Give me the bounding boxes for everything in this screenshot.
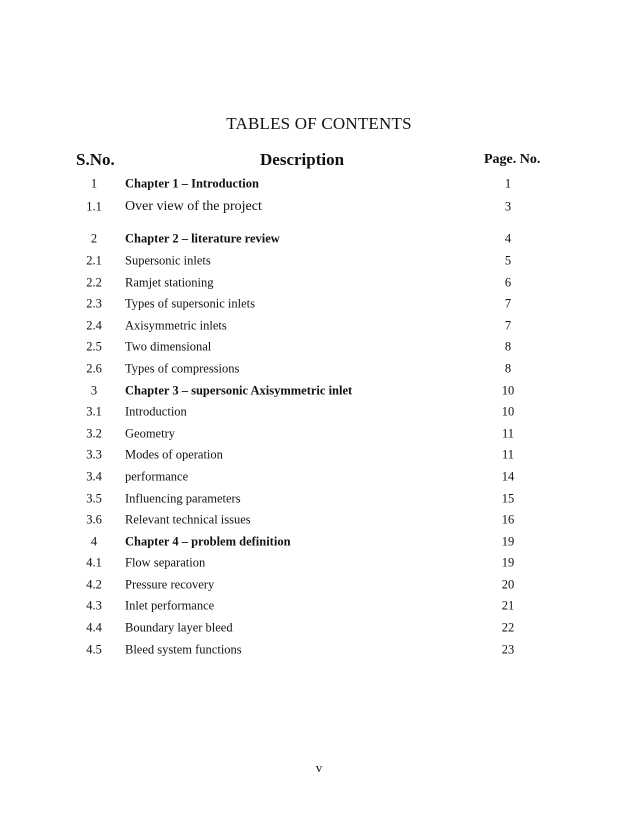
page-title: TABLES OF CONTENTS xyxy=(226,114,412,133)
toc-row xyxy=(0,229,638,251)
toc-row-number: 3 xyxy=(90,383,98,398)
toc-row-number: 1 xyxy=(90,176,98,191)
toc-row-page: 10 xyxy=(501,383,515,398)
toc-row xyxy=(0,250,638,272)
toc-row xyxy=(0,445,638,467)
toc-row xyxy=(0,380,638,402)
toc-row-description: Two dimensional xyxy=(125,339,212,354)
toc-row-description: Flow separation xyxy=(125,555,206,570)
toc-row-description: Boundary layer bleed xyxy=(125,620,233,635)
toc-row-page: 19 xyxy=(501,534,515,549)
toc-row-description: Axisymmetric inlets xyxy=(125,318,227,333)
toc-row-number: 3.3 xyxy=(86,447,102,462)
toc-row-page: 23 xyxy=(501,642,515,657)
toc-row xyxy=(0,466,638,488)
toc-row-description: Chapter 4 – problem definition xyxy=(125,534,291,549)
toc-row-page: 11 xyxy=(501,426,515,441)
toc-row-description: Chapter 2 – literature review xyxy=(125,231,280,246)
toc-row-page: 16 xyxy=(501,512,515,527)
toc-row-description: Chapter 1 – Introduction xyxy=(125,176,259,191)
toc-row-number: 2.5 xyxy=(86,339,102,354)
toc-row-page: 8 xyxy=(504,361,512,376)
page-number: v xyxy=(315,760,323,775)
toc-row-description: Relevant technical issues xyxy=(125,512,251,527)
toc-row-description: Geometry xyxy=(125,426,175,441)
toc-row-number: 4.4 xyxy=(86,620,102,635)
toc-row-page: 15 xyxy=(501,491,515,506)
toc-row-page: 8 xyxy=(504,339,512,354)
toc-row-number: 4.1 xyxy=(86,555,102,570)
toc-row xyxy=(0,337,638,359)
toc-row xyxy=(0,315,638,337)
column-header-description: Description xyxy=(260,150,345,169)
toc-row xyxy=(0,358,638,380)
toc-row-number: 2.3 xyxy=(86,296,102,311)
toc-row xyxy=(0,531,638,553)
toc-row-number: 3.1 xyxy=(86,404,102,419)
toc-row-page: 5 xyxy=(504,253,512,268)
toc-row-description: Modes of operation xyxy=(125,447,223,462)
toc-row xyxy=(0,596,638,618)
toc-row-number: 3.2 xyxy=(86,426,102,441)
toc-row-page: 14 xyxy=(501,469,515,484)
toc-row-number: 4.3 xyxy=(86,598,102,613)
toc-row-page: 19 xyxy=(501,555,515,570)
toc-row-number: 3.4 xyxy=(86,469,102,484)
toc-row-page: 11 xyxy=(501,447,515,462)
toc-row-description: Types of supersonic inlets xyxy=(125,296,256,311)
toc-row-number: 4 xyxy=(90,534,98,549)
toc-row-description: Influencing parameters xyxy=(125,491,241,506)
toc-row-description: Ramjet stationing xyxy=(125,275,214,290)
toc-row-number: 1.1 xyxy=(86,199,102,214)
column-header-sno: S.No. xyxy=(76,150,115,169)
toc-row xyxy=(0,423,638,445)
toc-row xyxy=(0,272,638,294)
toc-row xyxy=(0,509,638,531)
toc-row-number: 4.5 xyxy=(86,642,102,657)
toc-row-description: Pressure recovery xyxy=(125,577,215,592)
toc-row-number: 2.6 xyxy=(86,361,102,376)
toc-row-page: 22 xyxy=(501,620,515,635)
toc-row-page: 7 xyxy=(504,318,512,333)
toc-row-page: 7 xyxy=(504,296,512,311)
toc-row xyxy=(0,488,638,510)
toc-row-number: 4.2 xyxy=(86,577,102,592)
toc-row-description: Chapter 3 – supersonic Axisymmetric inlet xyxy=(125,383,353,398)
column-header-page: Page. No. xyxy=(484,152,541,167)
toc-row-page: 4 xyxy=(504,231,512,246)
toc-row-page: 10 xyxy=(501,404,515,419)
toc-row xyxy=(0,401,638,423)
toc-row-number: 3.6 xyxy=(86,512,102,527)
toc-row xyxy=(0,173,638,195)
toc-row-number: 3.5 xyxy=(86,491,102,506)
toc-row-page: 21 xyxy=(501,598,515,613)
toc-row-number: 2.4 xyxy=(86,318,102,333)
toc-list xyxy=(0,173,638,660)
toc-row-description: Over view of the project xyxy=(125,198,262,214)
toc-row-description: Supersonic inlets xyxy=(125,253,211,268)
toc-row-number: 2.1 xyxy=(86,253,102,268)
toc-row-description: performance xyxy=(125,469,189,484)
toc-row-page: 20 xyxy=(501,577,515,592)
toc-row xyxy=(0,553,638,575)
toc-row-page: 3 xyxy=(504,199,512,214)
toc-row-description: Inlet performance xyxy=(125,598,215,613)
toc-row-description: Introduction xyxy=(125,404,187,419)
toc-row-number: 2 xyxy=(90,231,98,246)
toc-row-page: 6 xyxy=(504,275,512,290)
toc-row xyxy=(0,574,638,596)
toc-row-description: Bleed system functions xyxy=(125,642,242,657)
toc-row-description: Types of compressions xyxy=(125,361,240,376)
toc-row xyxy=(0,617,638,639)
toc-row-page: 1 xyxy=(504,176,512,191)
toc-row xyxy=(0,293,638,315)
toc-row xyxy=(0,195,638,219)
toc-row xyxy=(0,639,638,661)
toc-row-number: 2.2 xyxy=(86,275,102,290)
